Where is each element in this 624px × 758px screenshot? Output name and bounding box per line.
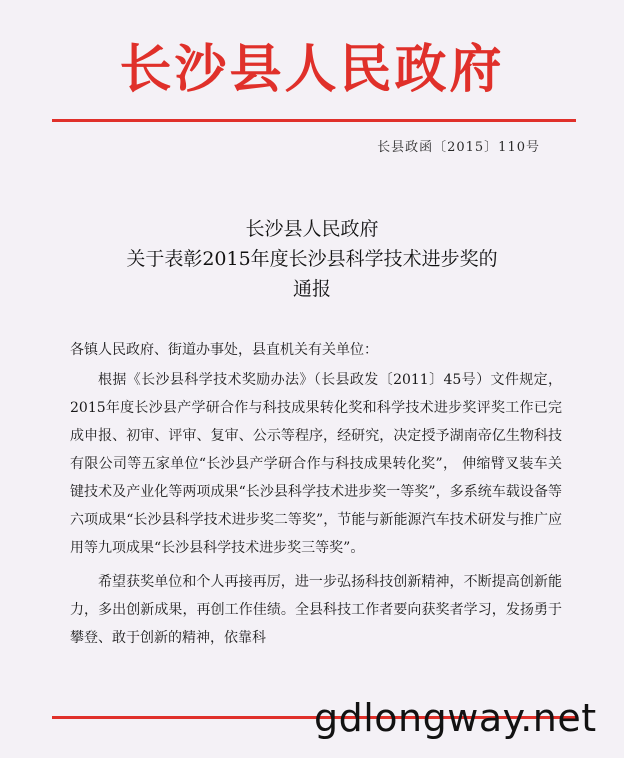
notice-title [0, 214, 624, 304]
header-red-rule [52, 119, 576, 122]
paragraph-1: 根据《长沙县科学技术奖励办法》（长县政发〔2011〕45号）文件规定，2015年度长沙县产学研合作与科技成果转化奖和科学技术进步奖评奖工作已完成申报、初审、评审、复审、公示等程序，经研究，决定授予湖南帝亿生物科技有限公司等五家单位“长沙县产学研合作与科技成果转化奖”， 伸缩臂叉装车关键技术及产业化等两项成果“长沙县科学技术进步奖一等奖”，多系统车载设备等六项成果“长沙县科学技术进步奖二等奖”，节能与新能源汽车技术研发与推广应用等九项成果“长沙县科学技术进步奖三等奖”。 [70, 372, 562, 556]
title-line-3: 通报 [292, 278, 331, 300]
site-watermark: gdlongway.net [314, 696, 597, 740]
title-line-1: 长沙县人民政府 [245, 218, 379, 240]
paragraph-2: 希望获奖单位和个人再接再厉，进一步弘扬科技创新精神，不断提高创新能力，多出创新成果，再创工作佳绩。全县科技工作者要向获奖者学习，发扬勇于攀登、敢于创新的精神，依靠科 [70, 574, 562, 646]
document-number: 长县政函〔2015〕110号 [377, 140, 540, 155]
salutation: 各镇人民政府、街道办事处，县直机关有关单位： [70, 342, 378, 358]
notice-body [70, 336, 562, 652]
title-line-2: 关于表彰2015年度长沙县科学技术进步奖的 [126, 248, 498, 270]
government-header: 长沙县人民政府 [119, 39, 505, 100]
